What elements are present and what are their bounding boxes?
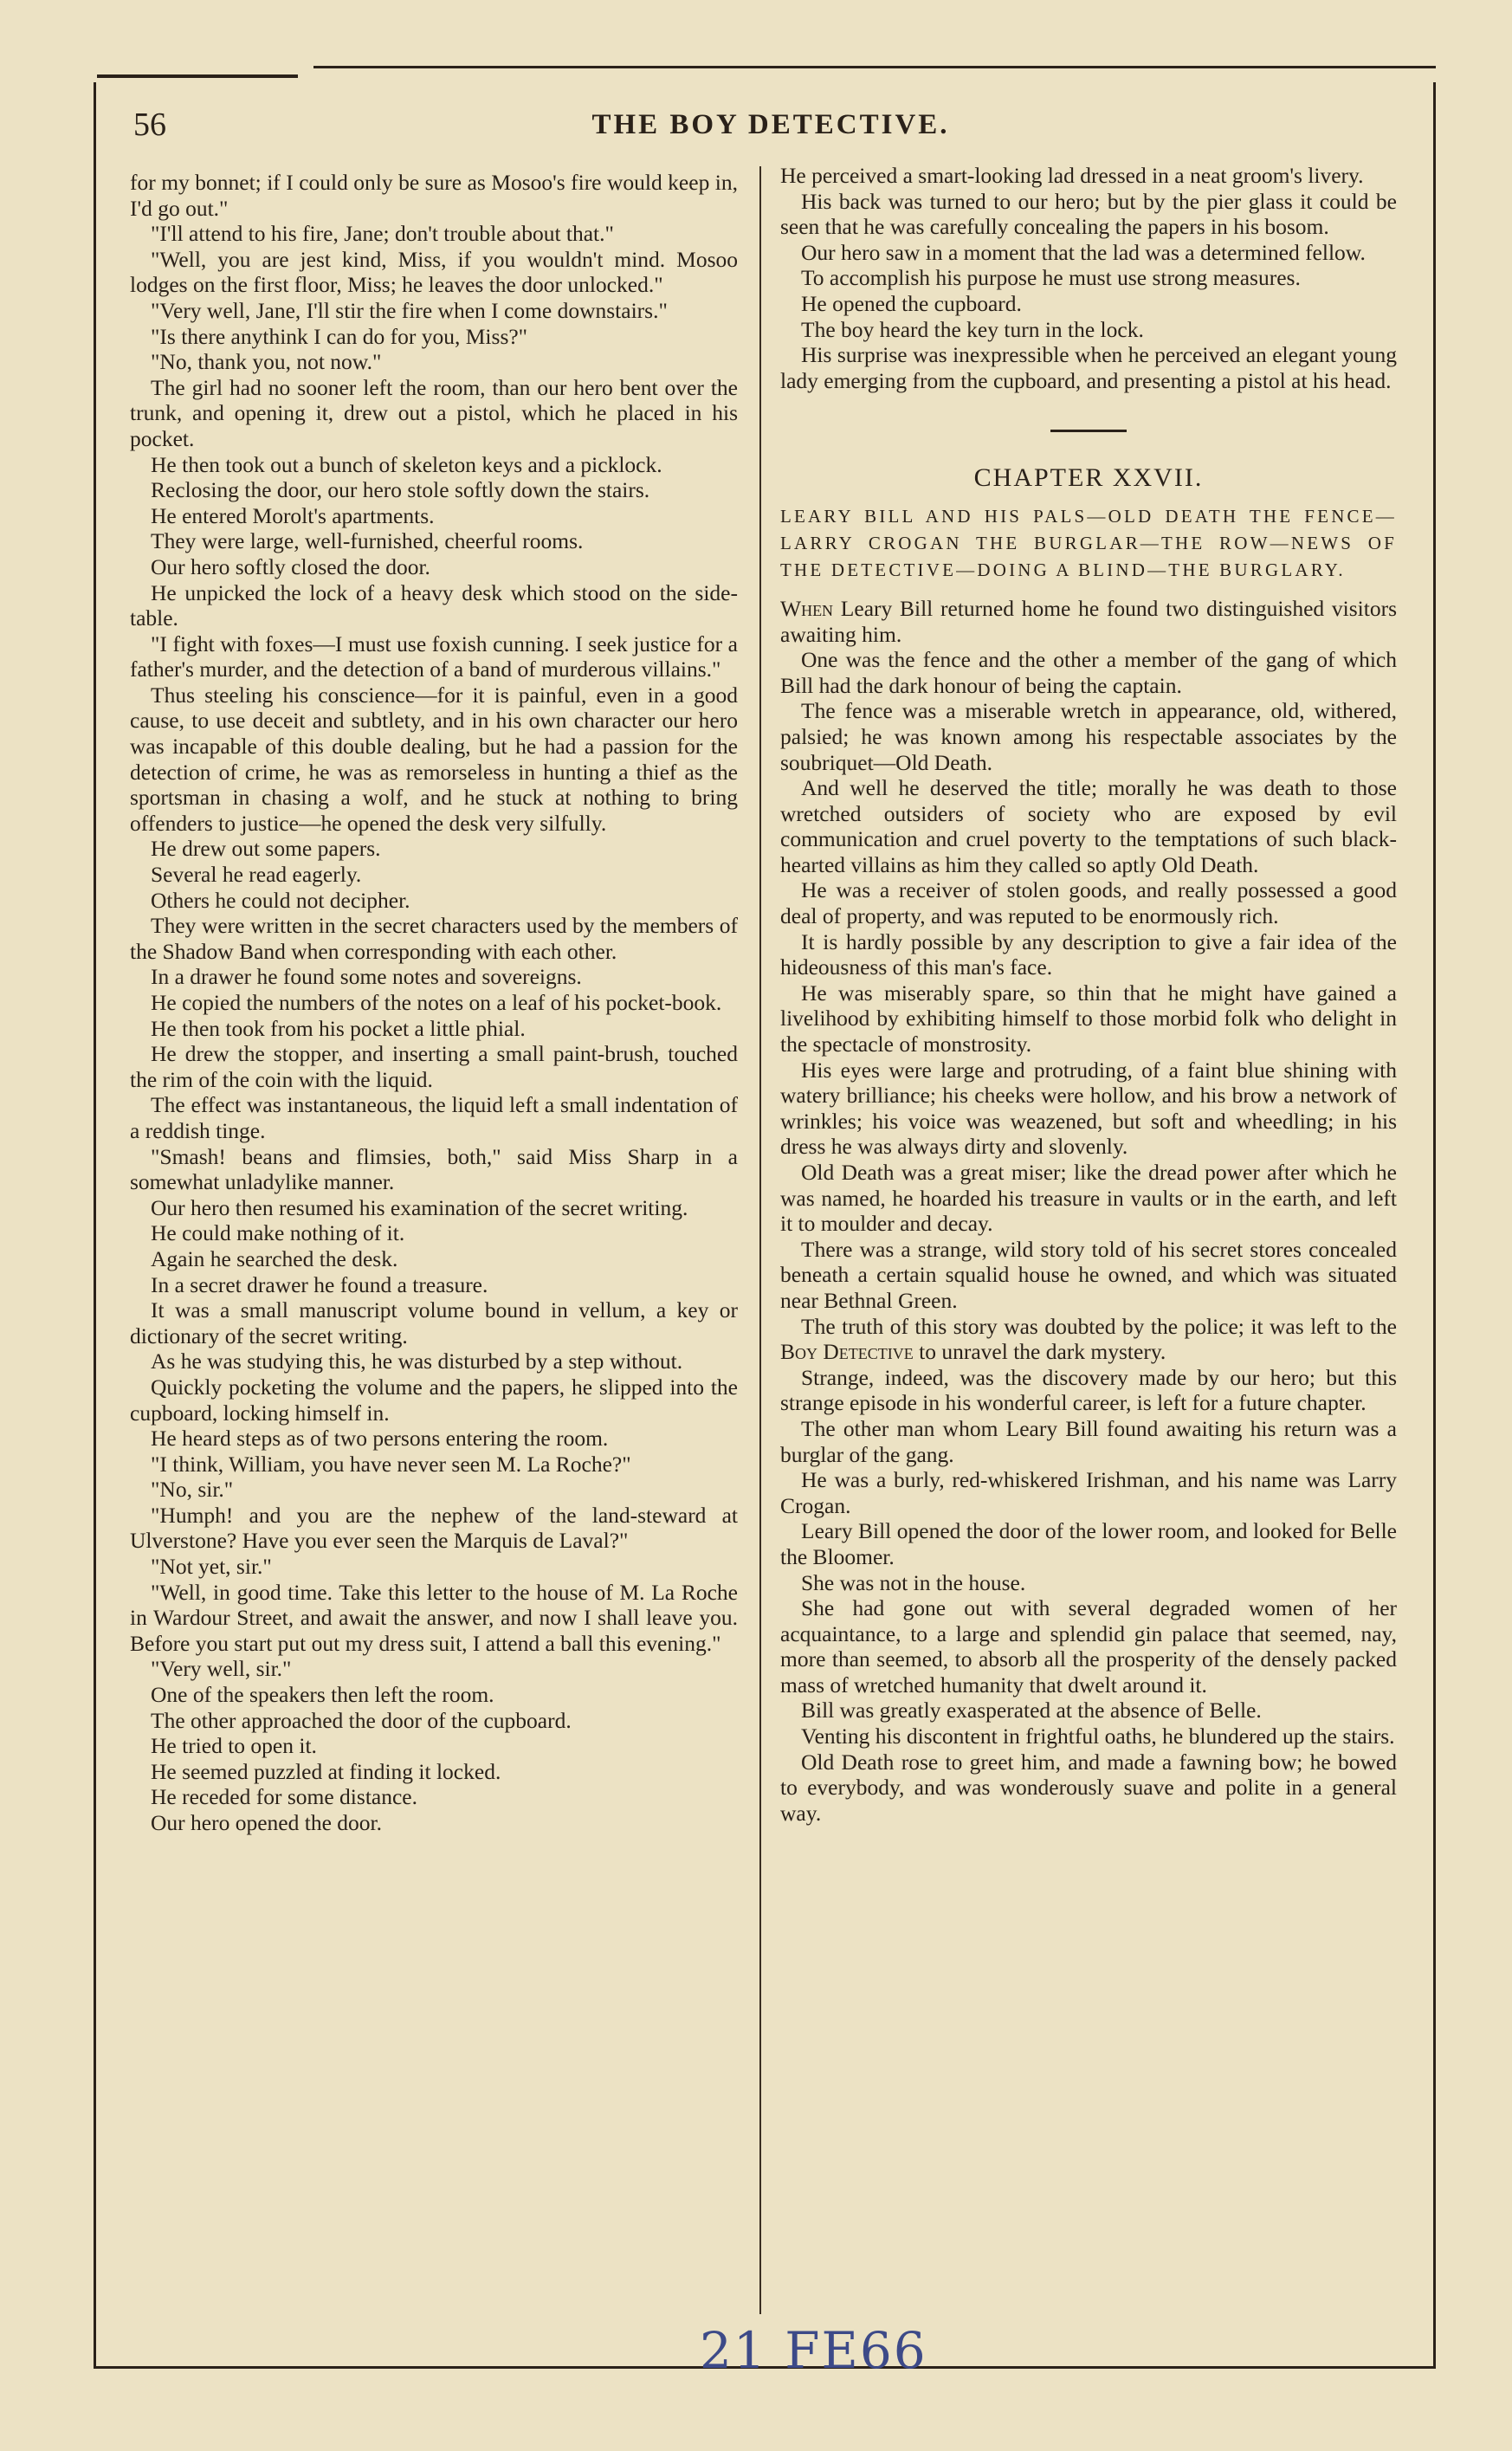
paragraph: Several he read eagerly. <box>151 862 362 888</box>
paragraph: His back was turned to our hero; but by the pier glass it could be seen that he was carefully concealing the papers in his bosom. <box>780 188 1397 240</box>
paragraph: He seemed puzzled at finding it locked. <box>151 1758 501 1784</box>
paragraph: His eyes were large and protruding, of a faint blue shining with watery brilliance; his cheeks were hollow, and his brow a network of wrinkles; his voice was weazened, but soft and wheedling; in his dress he was always dirty and slovenly. <box>780 1057 1397 1160</box>
column-divider <box>759 166 761 2314</box>
page-number: 56 <box>133 107 166 143</box>
section-divider-rule <box>1050 430 1127 432</box>
top-rule-left <box>97 74 298 78</box>
opening-rest: Leary Bill returned home he found two distinguished visitors awaiting him. <box>780 595 1397 647</box>
paragraph: Venting his discontent in frightful oaths, he blundered up the stairs. <box>801 1723 1395 1749</box>
chapter-opening-paragraph <box>780 596 1397 647</box>
paragraph: He could make nothing of it. <box>151 1220 405 1246</box>
paragraph: He then took from his pocket a little phial. <box>151 1015 526 1041</box>
paragraph: Our hero softly closed the door. <box>151 553 430 579</box>
paragraph: As he was studying this, he was disturbed by a step without. <box>151 1348 683 1374</box>
paragraph: One of the speakers then left the room. <box>151 1682 494 1708</box>
paragraph: He tried to open it. <box>151 1733 317 1759</box>
paragraph: Again he searched the desk. <box>151 1245 398 1271</box>
date-stamp: 21 FE66 <box>700 2321 927 2380</box>
paragraph: Thus steeling his conscience—for it is painful, even in a good cause, to use deceit and subtlety, and in his own character our hero was incapable of this double dealing, but he had a passion for the detection of crime, he was as remorseless in hunting a thief as the sportsman in chasing a wolf, and he stuck at nothing to bring offenders to justice—he opened the desk very silfully. <box>130 682 738 836</box>
paragraph: The girl had no sooner left the room, than our hero bent over the trunk, and opening it, drew out a pistol, which he placed in his pocket. <box>130 374 738 451</box>
paragraph: He entered Morolt's apartments. <box>151 502 435 528</box>
paragraph: He receded for some distance. <box>151 1784 417 1810</box>
paragraph: "Well, you are jest kind, Miss, if you wouldn't mind. Mosoo lodges on the first floor, Miss; he leaves the door unlocked." <box>130 246 738 298</box>
left-column <box>130 170 738 1836</box>
paragraph: His surprise was inexpressible when he perceived an elegant young lady emerging from the cupboard, and presenting a pistol at his head. <box>780 342 1397 393</box>
paragraph: He then took out a bunch of skeleton keys and a picklock. <box>151 451 662 477</box>
chapter-title: CHAPTER XXVII. <box>973 463 1204 493</box>
mystery-paragraph <box>780 1314 1397 1365</box>
paragraph: for my bonnet; if I could only be sure as Mosoo's fire would keep in, I'd go out." <box>130 170 738 221</box>
paragraph: He copied the numbers of the notes on a leaf of his pocket-book. <box>151 990 722 1015</box>
paragraph: It was a small manuscript volume bound in vellum, a key or dictionary of the secret writing. <box>130 1297 738 1348</box>
paragraph: "Very well, sir." <box>151 1656 292 1682</box>
chapter-summary: LEARY BILL AND HIS PALS—OLD DEATH THE FENCE—LARRY CROGAN THE BURGLAR—THE ROW—NEWS OF THE DETECTIVE—DOING A BLIND—THE BURGLARY. <box>780 505 1397 580</box>
paragraph: He was a receiver of stolen goods, and really possessed a good deal of property, and was reputed to be enormously rich. <box>780 877 1397 929</box>
paragraph: Quickly pocketing the volume and the papers, he slipped into the cupboard, locking himself in. <box>130 1374 738 1426</box>
paragraph: "I'll attend to his fire, Jane; don't trouble about that." <box>151 221 614 247</box>
paragraph: The other man whom Leary Bill found awaiting his return was a burglar of the gang. <box>780 1415 1397 1467</box>
top-rule-right <box>313 66 1436 68</box>
paragraph: They were written in the secret characters used by the members of the Shadow Band when corresponding with each other. <box>130 913 738 964</box>
paragraph: Old Death was a great miser; like the dread power after which he was named, he hoarded his treasure in vaults or in the earth, and left it to moulder and decay. <box>780 1160 1397 1237</box>
right-column-body-text <box>780 647 1397 1313</box>
mystery-before: The truth of this story was doubted by the police; it was left to the <box>801 1313 1397 1339</box>
paragraph: He heard steps as of two persons entering the room. <box>151 1426 609 1452</box>
right-column-top-text <box>780 163 1397 393</box>
paragraph: "Very well, Jane, I'll stir the fire when I come downstairs." <box>151 297 668 323</box>
paragraph: "No, sir." <box>151 1477 234 1503</box>
paragraph: There was a strange, wild story told of his secret stores concealed beneath a certain squalid house he owned, and which was situated near Bethnal Green. <box>780 1236 1397 1313</box>
paragraph: Strange, indeed, was the discovery made by our hero; but this strange episode in his wonderful career, is left for a future chapter. <box>780 1364 1397 1416</box>
paragraph: Leary Bill opened the door of the lower room, and looked for Belle the Bloomer. <box>780 1518 1397 1569</box>
paragraph: They were large, well-furnished, cheerful rooms. <box>151 528 584 554</box>
paragraph: "Smash! beans and flimsies, both," said Miss Sharp in a somewhat unladylike manner. <box>130 1143 738 1195</box>
paragraph: He drew out some papers. <box>151 836 381 862</box>
opening-word: When <box>780 595 834 621</box>
paragraph: The fence was a miserable wretch in appearance, old, withered, palsied; he was known among his respectable associates by the soubriquet—Old Death. <box>780 698 1397 775</box>
paragraph: Our hero then resumed his examination of the secret writing. <box>151 1194 688 1220</box>
paragraph: "Well, in good time. Take this letter to the house of M. La Roche in Wardour Street, and await the answer, and now I shall leave you. Before you start put out my dress suit, I attend a ball this evening." <box>130 1579 738 1656</box>
paragraph: The other approached the door of the cupboard. <box>151 1707 572 1733</box>
paragraph: One was the fence and the other a member of the gang of which Bill had the dark honour of being the captain. <box>780 647 1397 698</box>
paragraph: She had gone out with several degraded women of her acquaintance, to a large and splendid gin palace that seemed, nay, more than seemed, to absorb all the prosperity of the densely packed mass of wretched humanity that dwelt around it. <box>780 1595 1397 1698</box>
right-column-end-text <box>780 1365 1397 1827</box>
paragraph: Reclosing the door, our hero stole softly down the stairs. <box>151 477 650 503</box>
paragraph: He opened the cupboard. <box>801 290 1022 316</box>
right-column <box>780 163 1397 1826</box>
paragraph: He was miserably spare, so thin that he might have gained a livelihood by exhibiting himself to those morbid folk who delight in the spectacle of monstrosity. <box>780 980 1397 1057</box>
paragraph: "I fight with foxes—I must use foxish cunning. I seek justice for a father's murder, and the detection of a band of murderous villains." <box>130 631 738 682</box>
paragraph: "Not yet, sir." <box>151 1554 272 1580</box>
page-header <box>130 106 1412 149</box>
paragraph: He perceived a smart-looking lad dressed in a neat groom's livery. <box>780 163 1364 188</box>
paragraph: Old Death rose to greet him, and made a fawning bow; he bowed to everybody, and was wonderously suave and polite in a general way. <box>780 1749 1397 1826</box>
paragraph: The boy heard the key turn in the lock. <box>801 316 1144 342</box>
mystery-after: to unravel the dark mystery. <box>913 1339 1166 1365</box>
paragraph: To accomplish his purpose he must use strong measures. <box>801 265 1301 291</box>
paragraph: He was a burly, red-whiskered Irishman, and his name was Larry Crogan. <box>780 1467 1397 1518</box>
paragraph: And well he deserved the title; morally he was death to those wretched outsiders of society who are exposed by evil communication and cruel poverty to the temptations of such black-hearted villains as him they called so aptly Old Death. <box>780 775 1397 877</box>
paragraph: In a secret drawer he found a treasure. <box>151 1271 488 1297</box>
paragraph: He unpicked the lock of a heavy desk which stood on the side-table. <box>130 579 738 631</box>
paragraph: Our hero saw in a moment that the lad was a determined fellow. <box>801 239 1366 265</box>
paragraph: The effect was instantaneous, the liquid left a small indentation of a reddish tinge. <box>130 1092 738 1143</box>
paragraph: "Is there anythink I can do for you, Miss?" <box>151 323 528 349</box>
paragraph: She was not in the house. <box>801 1569 1026 1595</box>
paragraph: Others he could not decipher. <box>151 887 410 913</box>
boy-detective-name: Boy Detective <box>780 1339 914 1365</box>
paragraph: Bill was greatly exasperated at the absence of Belle. <box>801 1698 1262 1723</box>
paragraph: In a drawer he found some notes and sovereigns. <box>151 964 582 990</box>
running-title: THE BOY DETECTIVE. <box>591 109 950 140</box>
paragraph: It is hardly possible by any description to give a fair idea of the hideousness of this man's face. <box>780 928 1397 980</box>
paragraph: "I think, William, you have never seen M. La Roche?" <box>151 1451 631 1477</box>
paragraph: "Humph! and you are the nephew of the land-steward at Ulverstone? Have you ever seen the Marquis de Laval?" <box>130 1502 738 1554</box>
paragraph: "No, thank you, not now." <box>151 349 382 375</box>
frame-left-border <box>94 82 96 2369</box>
frame-right-border <box>1433 82 1436 2369</box>
paragraph: He drew the stopper, and inserting a small paint-brush, touched the rim of the coin with the liquid. <box>130 1041 738 1092</box>
paragraph: Our hero opened the door. <box>151 1810 382 1835</box>
